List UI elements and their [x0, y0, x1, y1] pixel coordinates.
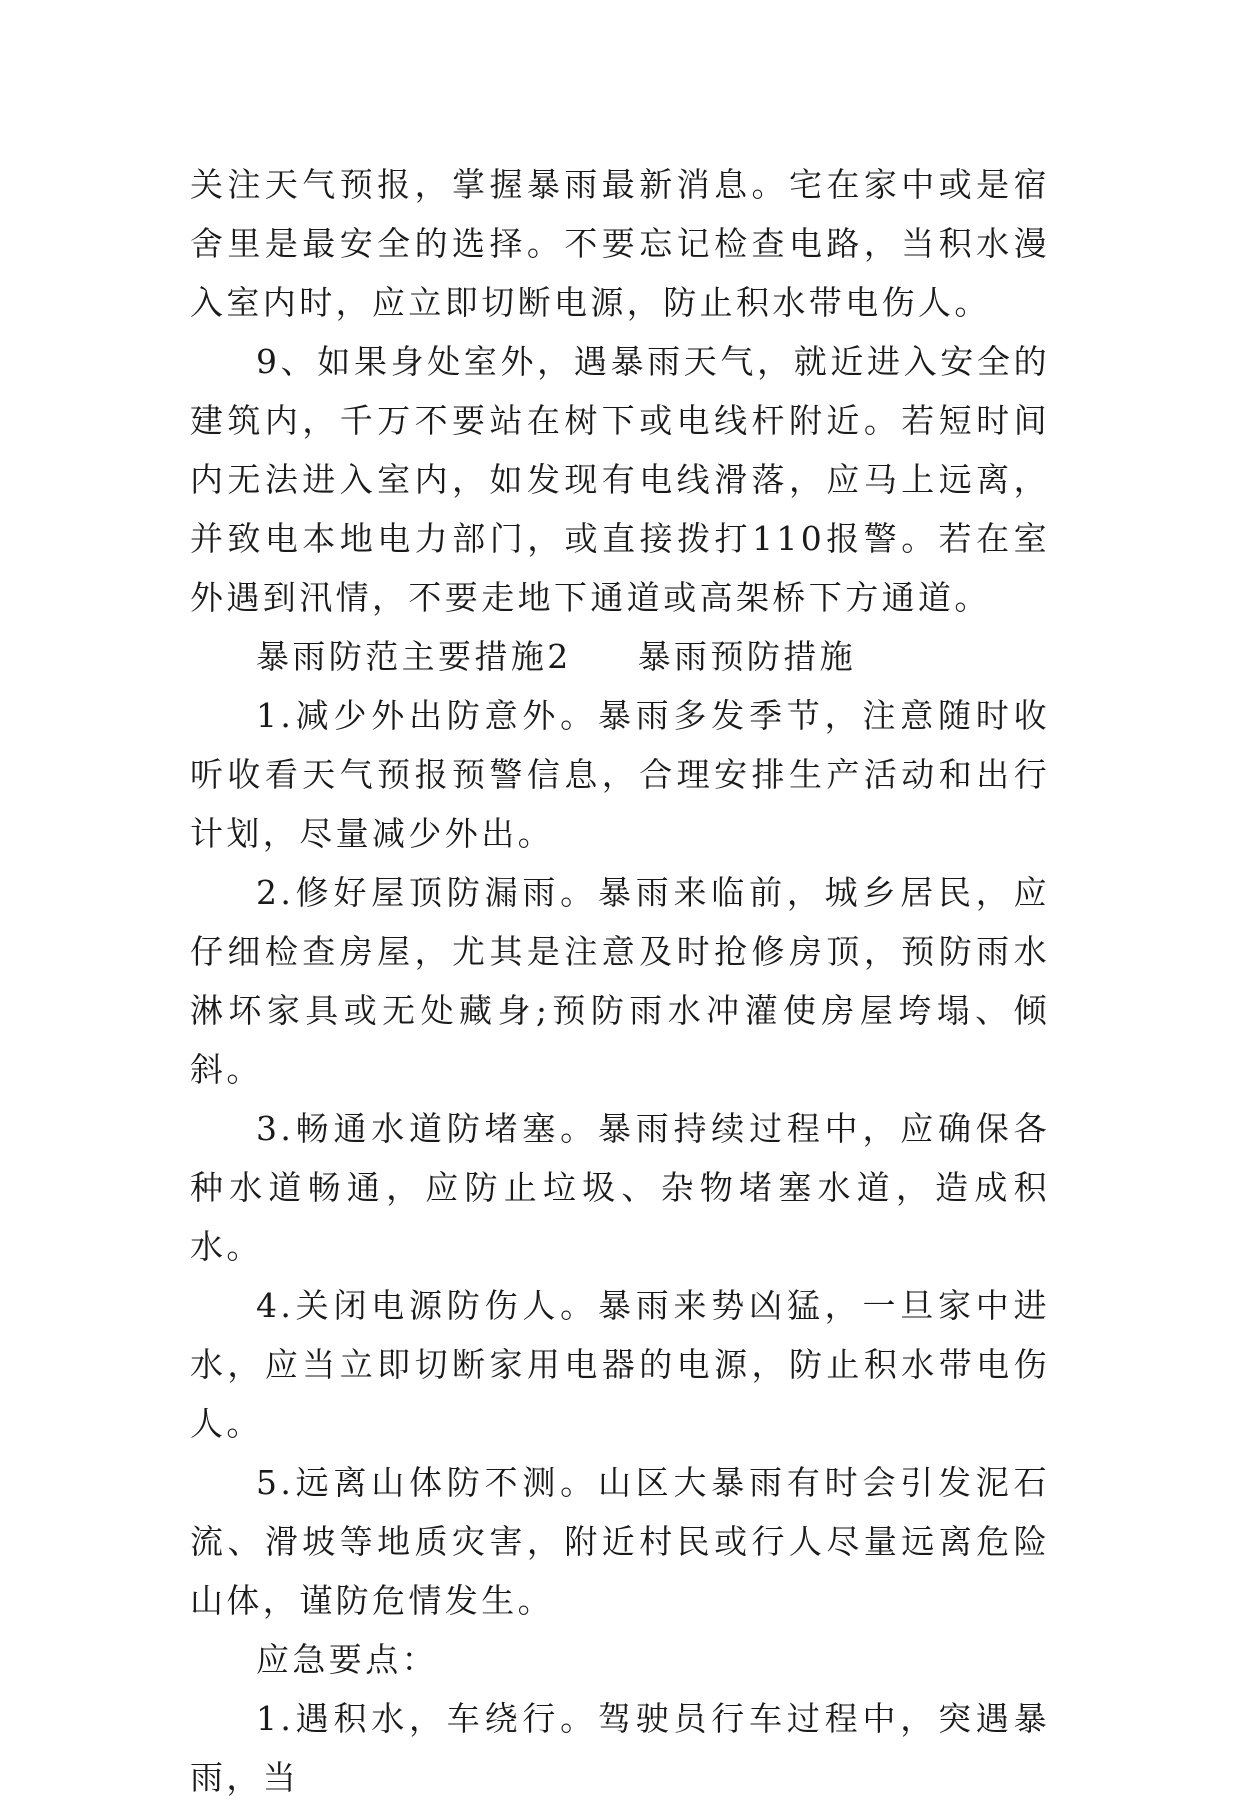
- measure-item: 3.畅通水道防堵塞。暴雨持续过程中，应确保各种水道畅通，应防止垃圾、杂物堵塞水道，造成积水。: [190, 1109, 1050, 1266]
- section-heading-title: 暴雨防范主要措施2: [256, 637, 572, 676]
- measure-item: 5.远离山体防不测。山区大暴雨有时会引发泥石流、滑坡等地质灾害，附近村民或行人尽量远离危险山体，谨防危情发生。: [190, 1463, 1050, 1620]
- section-heading: [190, 627, 1050, 686]
- body-paragraph: 9、如果身处室外，遇暴雨天气，就近进入安全的建筑内，千万不要站在树下或电线杆附近。若短时间内无法进入室内，如发现有电线滑落，应马上远离，并致电本地电力部门，或直接拨打110报警。若在室外遇到汛情，不要走地下通道或高架桥下方通道。: [190, 342, 1050, 617]
- measure-item: 1.减少外出防意外。暴雨多发季节，注意随时收听收看天气预报预警信息，合理安排生产活动和出行计划，尽量减少外出。: [190, 696, 1050, 853]
- document-page: [190, 155, 1050, 1807]
- section-heading-subtitle: 暴雨预防措施: [637, 637, 857, 676]
- measure-item: 4.关闭电源防伤人。暴雨来势凶猛，一旦家中进水，应当立即切断家用电器的电源，防止积水带电伤人。: [190, 1286, 1050, 1443]
- body-paragraph: 关注天气预报，掌握暴雨最新消息。宅在家中或是宿舍里是最安全的选择。不要忘记检查电路，当积水漫入室内时，应立即切断电源，防止积水带电伤人。: [190, 165, 1050, 322]
- emergency-item: 1.遇积水，车绕行。驾驶员行车过程中，突遇暴雨，当: [190, 1699, 1050, 1797]
- measure-item: 2.修好屋顶防漏雨。暴雨来临前，城乡居民，应仔细检查房屋，尤其是注意及时抢修房顶，预防雨水淋坏家具或无处藏身;预防雨水冲灌使房屋垮塌、倾斜。: [190, 873, 1050, 1089]
- emergency-heading: 应急要点：: [256, 1640, 438, 1679]
